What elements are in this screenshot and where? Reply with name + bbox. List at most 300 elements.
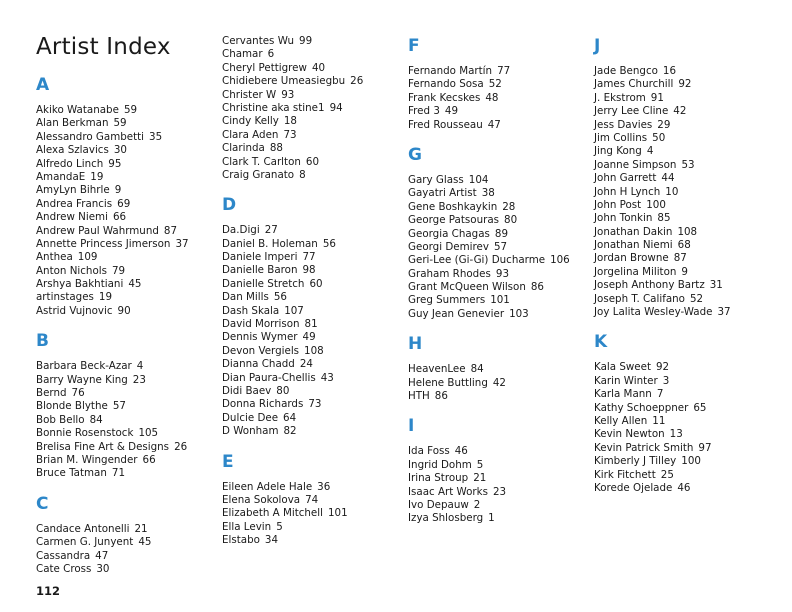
artist-name: Jim Collins bbox=[594, 131, 648, 144]
index-section bbox=[408, 334, 588, 403]
index-entry bbox=[222, 169, 402, 182]
artist-name: Andrew Paul Wahrmund bbox=[36, 224, 159, 237]
index-entry bbox=[36, 117, 216, 130]
index-entry bbox=[222, 278, 402, 291]
page-ref: 42 bbox=[492, 376, 506, 389]
artist-name: Fred 3 bbox=[408, 105, 440, 118]
artist-name: Kala Sweet bbox=[594, 361, 651, 374]
artist-name: Kelly Allen bbox=[594, 414, 648, 427]
section-letter-heading: H bbox=[408, 334, 423, 355]
page-ref: 5 bbox=[276, 520, 283, 533]
page-ref: 25 bbox=[660, 468, 674, 481]
index-column-1 bbox=[36, 75, 216, 589]
page-ref: 100 bbox=[646, 198, 666, 211]
index-entry bbox=[408, 187, 588, 200]
page-ref: 60 bbox=[305, 155, 320, 168]
index-entry bbox=[36, 265, 216, 278]
artist-name: Kevin Patrick Smith bbox=[594, 441, 694, 454]
artist-name: Dianna Chadd bbox=[222, 358, 295, 371]
page-ref: 45 bbox=[128, 278, 142, 291]
page-ref: 80 bbox=[276, 384, 290, 397]
page-ref: 10 bbox=[665, 185, 679, 198]
page-ref: 100 bbox=[681, 455, 701, 468]
artist-name: Isaac Art Works bbox=[408, 485, 488, 498]
page-ref: 107 bbox=[284, 304, 304, 317]
index-entry bbox=[408, 512, 588, 525]
page-ref: 53 bbox=[681, 158, 695, 171]
index-column-2 bbox=[222, 35, 402, 561]
page-ref: 97 bbox=[698, 441, 712, 454]
page-ref: 1 bbox=[488, 512, 495, 525]
page-ref: 18 bbox=[283, 115, 297, 128]
artist-name: Brian M. Wingender bbox=[36, 453, 138, 466]
index-entry bbox=[408, 390, 588, 403]
artist-name: Cassandra bbox=[36, 549, 91, 562]
page-ref: 57 bbox=[112, 400, 126, 413]
artist-name: Candace Antonelli bbox=[36, 522, 130, 535]
artist-name: HTH bbox=[408, 390, 430, 403]
artist-name: Chamar bbox=[222, 48, 263, 61]
page-ref: 71 bbox=[111, 467, 126, 480]
section-letter-heading: B bbox=[36, 331, 49, 352]
index-section bbox=[222, 35, 402, 182]
index-entry bbox=[408, 105, 588, 118]
section-letter-heading: K bbox=[594, 332, 608, 353]
artist-name: D Wonham bbox=[222, 425, 279, 438]
index-entry bbox=[222, 534, 402, 547]
index-entry bbox=[222, 494, 402, 507]
page-ref: 101 bbox=[490, 294, 510, 307]
index-entry bbox=[222, 251, 402, 264]
artist-name: Dian Paura-Chellis bbox=[222, 371, 316, 384]
index-entry bbox=[36, 104, 216, 117]
artist-name: Gayatri Artist bbox=[408, 187, 477, 200]
page-ref: 26 bbox=[350, 75, 364, 88]
page-ref: 52 bbox=[689, 292, 704, 305]
page-ref: 90 bbox=[117, 304, 131, 317]
index-entry bbox=[408, 78, 588, 91]
index-entry bbox=[594, 428, 774, 441]
artist-name: Guy Jean Genevier bbox=[408, 307, 505, 320]
index-entry bbox=[36, 158, 216, 171]
page-ref: 108 bbox=[304, 344, 324, 357]
section-letter-heading: G bbox=[408, 144, 422, 165]
artist-name: Carmen G. Junyent bbox=[36, 536, 134, 549]
artist-name: Dan Mills bbox=[222, 291, 269, 304]
artist-name: Alan Berkman bbox=[36, 117, 109, 130]
page-ref: 34 bbox=[264, 534, 279, 547]
page-ref: 105 bbox=[138, 427, 159, 440]
index-entry bbox=[222, 115, 402, 128]
page-ref: 104 bbox=[468, 173, 489, 186]
index-section bbox=[408, 416, 588, 525]
page-ref: 47 bbox=[487, 118, 501, 131]
index-entry bbox=[594, 186, 774, 199]
index-entry bbox=[36, 387, 216, 400]
index-entry bbox=[222, 75, 402, 88]
index-entry bbox=[36, 454, 216, 467]
index-entry bbox=[408, 445, 588, 458]
page-ref: 93 bbox=[495, 267, 509, 280]
page-ref: 13 bbox=[669, 428, 683, 441]
index-section bbox=[408, 36, 588, 132]
page-ref: 59 bbox=[113, 117, 127, 130]
page-ref: 101 bbox=[328, 507, 348, 520]
artist-name: Dash Skala bbox=[222, 304, 280, 317]
page-ref: 56 bbox=[322, 237, 336, 250]
page-ref: 79 bbox=[111, 264, 126, 277]
index-entry bbox=[594, 212, 774, 225]
page-ref: 60 bbox=[309, 277, 323, 290]
page-ref: 43 bbox=[320, 371, 334, 384]
artist-name: AmandaE bbox=[36, 170, 86, 183]
page-ref: 84 bbox=[470, 363, 484, 376]
index-entry bbox=[222, 318, 402, 331]
index-entry bbox=[222, 305, 402, 318]
page-ref: 26 bbox=[174, 440, 188, 453]
section-letter-heading: C bbox=[36, 493, 49, 514]
page-ref: 65 bbox=[693, 401, 707, 414]
index-entry bbox=[36, 360, 216, 373]
artist-name: Barry Wayne King bbox=[36, 373, 128, 386]
index-entry bbox=[222, 264, 402, 277]
artist-name: Fernando Sosa bbox=[408, 78, 484, 91]
artist-name: Donna Richards bbox=[222, 398, 304, 411]
artist-name: Gary Glass bbox=[408, 173, 464, 186]
artist-name: Bob Bello bbox=[36, 413, 85, 426]
page-ref: 52 bbox=[488, 78, 502, 91]
page-ref: 66 bbox=[142, 453, 156, 466]
page-ref: 16 bbox=[662, 65, 677, 77]
page-ref: 86 bbox=[434, 390, 448, 403]
index-entry bbox=[594, 442, 774, 455]
artist-name: Joseph T. Califano bbox=[594, 292, 685, 305]
artist-name: Fred Rousseau bbox=[408, 118, 483, 131]
index-entry bbox=[36, 225, 216, 238]
index-entry bbox=[408, 377, 588, 390]
index-entry bbox=[594, 402, 774, 415]
index-entry bbox=[222, 142, 402, 155]
artist-name: Kevin Newton bbox=[594, 428, 665, 441]
index-entry bbox=[594, 105, 774, 118]
artist-name: Joseph Anthony Bartz bbox=[594, 279, 705, 292]
index-entry bbox=[222, 129, 402, 142]
page-ref: 31 bbox=[709, 279, 723, 292]
index-entry bbox=[222, 35, 402, 48]
index-section bbox=[36, 75, 216, 318]
page-ref: 81 bbox=[304, 318, 318, 331]
artist-name: Bruce Tatman bbox=[36, 467, 107, 480]
artist-name: John H Lynch bbox=[594, 185, 661, 198]
artist-name: Cindy Kelly bbox=[222, 115, 279, 128]
artist-name: Astrid Vujnovic bbox=[36, 304, 113, 317]
artist-name: Joy Lalita Wesley-Wade bbox=[594, 306, 713, 319]
index-entry bbox=[408, 281, 588, 294]
page-ref: 95 bbox=[108, 157, 122, 170]
index-entry bbox=[222, 412, 402, 425]
index-entry bbox=[36, 278, 216, 291]
artist-name: Didi Baev bbox=[222, 384, 272, 397]
page-ref: 108 bbox=[677, 225, 698, 238]
index-entry bbox=[594, 279, 774, 292]
page-ref: 82 bbox=[283, 425, 297, 438]
page-ref: 36 bbox=[317, 480, 331, 493]
page-ref: 30 bbox=[96, 562, 110, 575]
artist-name: Georgi Demirev bbox=[408, 240, 489, 253]
index-entry bbox=[222, 521, 402, 534]
page-ref: 85 bbox=[657, 212, 671, 225]
artist-name: Kathy Schoeppner bbox=[594, 401, 689, 414]
index-entry bbox=[594, 455, 774, 468]
page-ref: 2 bbox=[473, 498, 481, 511]
index-entry bbox=[222, 62, 402, 75]
page-ref: 29 bbox=[657, 118, 671, 131]
page-ref: 91 bbox=[650, 91, 664, 104]
page-ref: 46 bbox=[454, 445, 468, 458]
artist-name: Christine aka stine1 bbox=[222, 101, 325, 114]
page-ref: 88 bbox=[269, 142, 283, 155]
artist-name: J. Ekstrom bbox=[594, 91, 646, 104]
artist-name: Geri-Lee (Gi-Gi) Ducharme bbox=[408, 254, 546, 267]
index-entry bbox=[36, 291, 216, 304]
index-entry bbox=[594, 119, 774, 132]
section-letter-heading: I bbox=[408, 416, 415, 437]
page-ref: 6 bbox=[267, 48, 275, 61]
page-ref: 64 bbox=[283, 411, 297, 424]
page-ref: 21 bbox=[134, 522, 148, 535]
artist-name: Alfredo Linch bbox=[36, 157, 104, 170]
index-entry bbox=[594, 375, 774, 388]
index-section bbox=[594, 36, 774, 319]
artist-name: Chidiebere Umeasiegbu bbox=[222, 75, 346, 88]
artist-name: Blonde Blythe bbox=[36, 400, 108, 413]
index-entry bbox=[408, 294, 588, 307]
index-entry bbox=[594, 482, 774, 495]
artist-name: Cervantes Wu bbox=[222, 35, 295, 47]
index-entry bbox=[222, 507, 402, 520]
page-ref: 50 bbox=[652, 131, 666, 144]
artist-name: Ivo Depauw bbox=[408, 498, 469, 511]
index-entry bbox=[594, 145, 774, 158]
page-ref: 8 bbox=[299, 168, 306, 181]
artist-name: Frank Kecskes bbox=[408, 91, 481, 104]
artist-name: Anton Nichols bbox=[36, 264, 107, 277]
index-entry bbox=[408, 254, 588, 267]
artist-name: Helene Buttling bbox=[408, 376, 488, 389]
index-entry bbox=[594, 132, 774, 145]
index-entry bbox=[36, 550, 216, 563]
artist-name: Dennis Wymer bbox=[222, 331, 298, 344]
index-entry bbox=[36, 131, 216, 144]
index-entry bbox=[594, 78, 774, 91]
index-entry bbox=[36, 427, 216, 440]
index-entry bbox=[594, 306, 774, 319]
page-ref: 66 bbox=[112, 211, 127, 224]
artist-name: HeavenLee bbox=[408, 363, 466, 376]
page-ref: 94 bbox=[329, 101, 343, 114]
artist-name: Arshya Bakhtiani bbox=[36, 278, 124, 291]
artist-name: Jorgelina Militon bbox=[594, 265, 677, 278]
page-ref: 87 bbox=[163, 224, 177, 237]
artist-name: Clarinda bbox=[222, 142, 265, 155]
section-letter-heading: J bbox=[594, 36, 601, 56]
artist-name: Elena Sokolova bbox=[222, 493, 301, 506]
artist-name: Jess Davies bbox=[594, 118, 653, 131]
page-ref: 9 bbox=[681, 265, 688, 278]
page-ref: 73 bbox=[308, 398, 322, 411]
artist-name: Brelisa Fine Art & Designs bbox=[36, 440, 170, 453]
index-entry bbox=[222, 48, 402, 61]
index-entry bbox=[408, 268, 588, 281]
page-ref: 37 bbox=[717, 306, 731, 319]
artist-name: Barbara Beck-Azar bbox=[36, 360, 132, 373]
artist-name: Georgia Chagas bbox=[408, 227, 490, 240]
artist-name: Karin Winter bbox=[594, 374, 658, 387]
index-entry bbox=[222, 358, 402, 371]
index-entry bbox=[408, 119, 588, 132]
artist-name: Clark T. Carlton bbox=[222, 155, 301, 168]
artist-name: Graham Rhodes bbox=[408, 267, 491, 280]
artist-name: Daniele Imperi bbox=[222, 251, 298, 264]
section-letter-heading: E bbox=[222, 451, 234, 472]
artist-name: Christer W bbox=[222, 88, 277, 101]
page-ref: 84 bbox=[89, 413, 103, 426]
page-ref: 69 bbox=[117, 197, 131, 210]
page-ref: 98 bbox=[302, 264, 316, 277]
index-entry bbox=[36, 305, 216, 318]
page-ref: 73 bbox=[283, 128, 297, 141]
artist-name: Jonathan Niemi bbox=[594, 239, 673, 252]
artist-name: Bernd bbox=[36, 387, 67, 400]
artist-name: Elizabeth A Mitchell bbox=[222, 507, 323, 520]
page-ref: 89 bbox=[494, 227, 508, 240]
index-section bbox=[36, 331, 216, 481]
page-ref: 86 bbox=[530, 281, 544, 294]
artist-name: Alessandro Gambetti bbox=[36, 130, 145, 143]
index-entry bbox=[222, 398, 402, 411]
index-entry bbox=[222, 224, 402, 237]
page-ref: 77 bbox=[302, 251, 316, 264]
artist-name: John Garrett bbox=[594, 172, 657, 185]
index-entry bbox=[408, 174, 588, 187]
index-entry bbox=[594, 266, 774, 279]
artist-name: Kimberly J Tilley bbox=[594, 455, 677, 468]
artist-name: Annette Princess Jimerson bbox=[36, 237, 171, 250]
index-section bbox=[594, 332, 774, 495]
section-letter-heading: D bbox=[222, 195, 237, 216]
index-entry bbox=[408, 499, 588, 512]
artist-name: Irina Stroup bbox=[408, 472, 469, 485]
page-ref: 19 bbox=[98, 291, 113, 304]
index-entry bbox=[408, 201, 588, 214]
artist-name: John Post bbox=[594, 198, 642, 211]
artist-name: Daniel B. Holeman bbox=[222, 237, 318, 250]
page-ref: 23 bbox=[132, 373, 146, 386]
index-entry bbox=[222, 372, 402, 385]
artist-name: Dulcie Dee bbox=[222, 411, 279, 424]
index-entry bbox=[36, 563, 216, 576]
artist-name: Cate Cross bbox=[36, 562, 92, 575]
page-ref: 93 bbox=[281, 88, 295, 101]
page-ref: 99 bbox=[299, 35, 313, 47]
artist-name: Ingrid Dohm bbox=[408, 458, 472, 471]
artist-name: Jade Bengco bbox=[594, 65, 658, 77]
index-entry bbox=[408, 308, 588, 321]
page-ref: 42 bbox=[673, 105, 687, 118]
artist-name: James Churchill bbox=[594, 78, 674, 91]
artist-name: Jerry Lee Cline bbox=[594, 105, 669, 118]
index-entry bbox=[594, 172, 774, 185]
page-ref: 76 bbox=[71, 387, 85, 400]
artist-name: Eileen Adele Hale bbox=[222, 480, 313, 493]
page-ref: 92 bbox=[678, 78, 692, 91]
artist-name: Greg Summers bbox=[408, 294, 486, 307]
index-entry bbox=[594, 226, 774, 239]
artist-name: Ella Levin bbox=[222, 520, 272, 533]
page-ref: 27 bbox=[264, 224, 278, 237]
index-entry bbox=[594, 252, 774, 265]
index-entry bbox=[36, 238, 216, 251]
index-entry bbox=[594, 65, 774, 78]
index-entry bbox=[222, 345, 402, 358]
page-ref: 57 bbox=[493, 240, 508, 253]
page-ref: 11 bbox=[652, 414, 666, 427]
page-ref: 80 bbox=[504, 214, 518, 227]
page-ref: 68 bbox=[677, 239, 691, 252]
index-section bbox=[408, 145, 588, 321]
page-title: Artist Index bbox=[36, 34, 171, 60]
artist-name: Clara Aden bbox=[222, 128, 279, 141]
artist-name: Korede Ojelade bbox=[594, 481, 673, 494]
page-ref: 92 bbox=[656, 361, 670, 374]
index-column-4 bbox=[594, 36, 774, 508]
page-ref: 30 bbox=[113, 144, 127, 157]
index-entry bbox=[36, 536, 216, 549]
artist-name: Cheryl Pettigrew bbox=[222, 61, 307, 74]
page-ref: 5 bbox=[476, 458, 484, 471]
index-entry bbox=[594, 239, 774, 252]
page-ref: 48 bbox=[485, 91, 499, 104]
page-ref: 56 bbox=[273, 291, 287, 304]
page-number: 112 bbox=[36, 584, 61, 598]
artist-name: Karla Mann bbox=[594, 388, 652, 401]
index-entry bbox=[36, 251, 216, 264]
index-entry bbox=[36, 184, 216, 197]
artist-name: Alexa Szlavics bbox=[36, 144, 109, 157]
page-ref: 49 bbox=[302, 331, 316, 344]
index-entry bbox=[594, 388, 774, 401]
index-entry bbox=[408, 92, 588, 105]
index-entry bbox=[408, 65, 588, 78]
artist-name: Elstabo bbox=[222, 534, 260, 547]
index-entry bbox=[36, 198, 216, 211]
index-entry bbox=[594, 415, 774, 428]
index-entry bbox=[36, 144, 216, 157]
index-entry bbox=[594, 469, 774, 482]
artist-name: John Tonkin bbox=[594, 212, 653, 225]
index-entry bbox=[36, 523, 216, 536]
page-ref: 9 bbox=[114, 184, 122, 197]
page-ref: 38 bbox=[481, 187, 495, 200]
artist-name: Andrea Francis bbox=[36, 197, 113, 210]
index-entry bbox=[408, 228, 588, 241]
index-entry bbox=[222, 89, 402, 102]
index-entry bbox=[408, 459, 588, 472]
page-ref: 44 bbox=[661, 172, 675, 185]
index-entry bbox=[36, 467, 216, 480]
section-letter-heading: F bbox=[408, 36, 420, 56]
index-entry bbox=[408, 363, 588, 376]
